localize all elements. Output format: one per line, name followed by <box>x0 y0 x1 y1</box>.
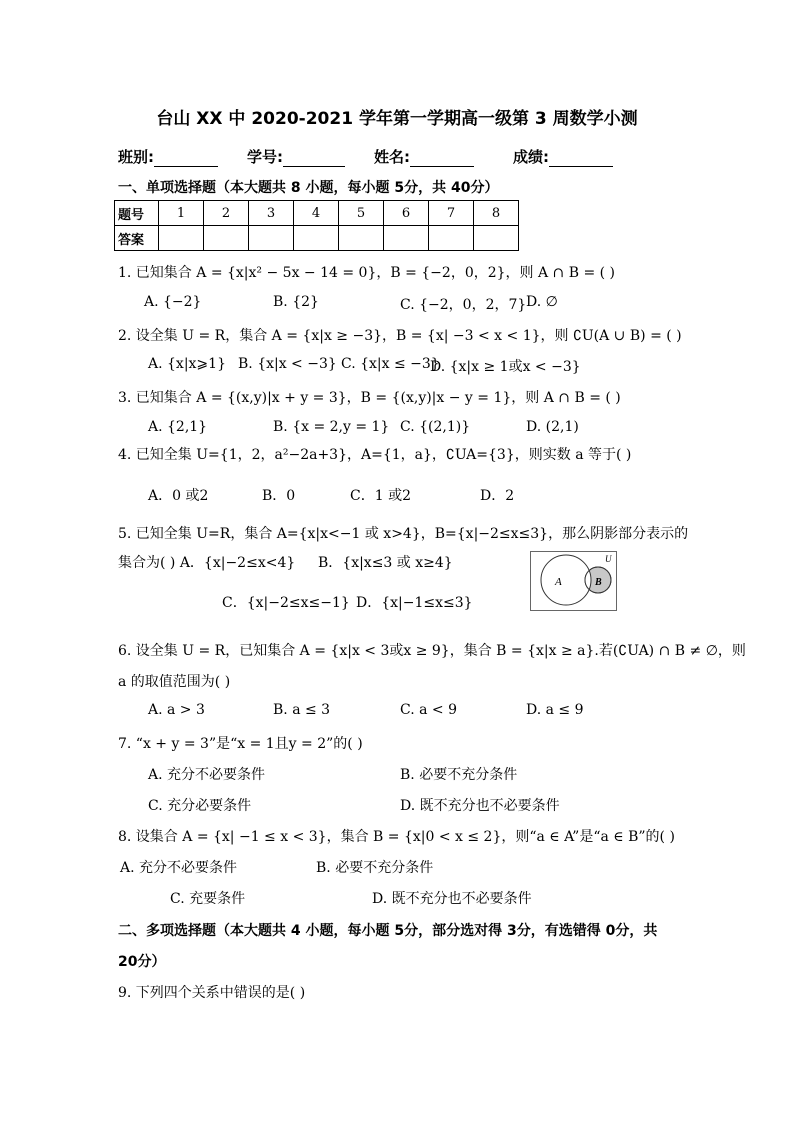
question-2-option-a: A. {x|x⩾1} <box>148 356 226 372</box>
answer-cell[interactable] <box>474 226 519 251</box>
answer-table-cell: 8 <box>474 201 519 226</box>
question-4-option-c: C．1 或2 <box>350 488 411 504</box>
answer-cell[interactable] <box>204 226 249 251</box>
venn-diagram-svg <box>531 552 616 610</box>
answer-table-cell: 4 <box>294 201 339 226</box>
answer-cell[interactable] <box>339 226 384 251</box>
question-8-option-b: B. 必要不充分条件 <box>316 860 434 876</box>
question-8-option-d: D. 既不充分也不必要条件 <box>372 891 532 907</box>
student-id-field <box>247 146 345 167</box>
venn-label-b: B <box>595 577 602 588</box>
question-7-option-a: A. 充分不必要条件 <box>148 767 266 783</box>
question-4-option-a: A．0 或2 <box>148 488 209 504</box>
question-6-option-a: A. a > 3 <box>148 702 205 718</box>
class-field <box>118 146 218 167</box>
answer-table-cell: 3 <box>249 201 294 226</box>
page-title: 台山 XX 中 2020-2021 学年第一学期高一级第 3 周数学小测 <box>156 109 638 129</box>
question-5-option-b: B．{x|x≤3 或 x≥4} <box>318 555 453 571</box>
question-1-option-a: A. {−2} <box>144 294 202 310</box>
question-6-option-b: B. a ≤ 3 <box>273 702 331 718</box>
answer-table-cell: 5 <box>339 201 384 226</box>
answer-table-head-answer: 答案 <box>115 226 159 251</box>
answer-cell[interactable] <box>429 226 474 251</box>
question-2-option-c: C. {x|x ≤ −3} <box>341 356 440 372</box>
name-blank <box>410 150 474 167</box>
answer-cell[interactable] <box>294 226 339 251</box>
question-4-option-d: D．2 <box>480 488 515 504</box>
question-3-option-c: C. {(2,1)} <box>400 419 471 435</box>
question-1-stem: 1. 已知集合 A = {x|x² − 5x − 14 = 0}，B = {−2，0，2}，则 A ∩ B = ( ) <box>118 265 616 281</box>
question-9-stem: 9. 下列四个关系中错误的是( ) <box>118 985 306 1001</box>
question-1-option-c: C. {−2，0，2，7} <box>400 297 527 313</box>
answer-cell[interactable] <box>159 226 204 251</box>
question-6-option-d: D. a ≤ 9 <box>526 702 584 718</box>
score-blank <box>549 150 613 167</box>
venn-diagram <box>530 551 617 611</box>
score-label: 成绩: <box>513 148 549 166</box>
question-3-option-b: B. {x = 2,y = 1} <box>273 419 390 435</box>
question-5-stem-line2: 集合为( ) A．{x|−2≤x<4} <box>118 555 296 571</box>
class-blank <box>154 150 218 167</box>
question-7-stem: 7. “x + y = 3”是“x = 1且y = 2”的( ) <box>118 736 363 752</box>
name-label: 姓名: <box>374 148 410 166</box>
question-3-stem: 3. 已知集合 A = {(x,y)|x + y = 3}，B = {(x,y)|x − y = 1}，则 A ∩ B = ( ) <box>118 390 621 406</box>
class-label: 班别: <box>118 148 154 166</box>
section-heading-multiple-choice-line2: 20分） <box>118 954 166 970</box>
question-5-stem: 5. 已知全集 U=R，集合 A={x|x<−1 或 x>4}，B={x|−2≤x≤3}，那么阴影部分表示的 <box>118 526 689 542</box>
answer-table-head-number: 题号 <box>115 201 159 226</box>
answer-cell[interactable] <box>249 226 294 251</box>
question-5-option-d: D．{x|−1≤x≤3} <box>356 595 473 611</box>
student-id-blank <box>283 150 345 167</box>
question-5-option-c: C．{x|−2≤x≤−1} <box>222 595 350 611</box>
question-4-option-b: B．0 <box>262 488 296 504</box>
question-3-option-d: D. (2,1) <box>526 419 579 435</box>
question-6-stem-line2: a 的取值范围为( ) <box>118 674 231 690</box>
answer-cell[interactable] <box>384 226 429 251</box>
question-2-option-d: D. {x|x ≥ 1或x < −3} <box>430 359 581 375</box>
section-heading-multiple-choice: 二、多项选择题（本大题共 4 小题，每小题 5分，部分选对得 3分，有选错得 0分，共 <box>118 923 658 939</box>
section-heading-single-choice: 一、单项选择题（本大题共 8 小题，每小题 5分，共 40分） <box>118 180 499 196</box>
question-7-option-d: D. 既不充分也不必要条件 <box>400 798 560 814</box>
question-8-option-a: A. 充分不必要条件 <box>120 860 238 876</box>
question-4-stem: 4. 已知全集 U={1，2，a²−2a+3}，A={1，a}，∁UA={3}，则实数 a 等于( ) <box>118 447 632 463</box>
question-6-option-c: C. a < 9 <box>400 702 457 718</box>
question-2-stem: 2. 设全集 U = R，集合 A = {x|x ≥ −3}，B = {x| −3 < x < 1}，则 ∁U(A ∪ B) = ( ) <box>118 328 682 344</box>
answer-table-cell: 2 <box>204 201 249 226</box>
answer-table-cell: 1 <box>159 201 204 226</box>
answer-table-row-answers <box>115 226 519 251</box>
question-1-option-d: D. ∅ <box>526 294 558 310</box>
question-8-option-c: C. 充要条件 <box>170 891 246 907</box>
question-7-option-c: C. 充分必要条件 <box>148 798 252 814</box>
student-id-label: 学号: <box>247 148 283 166</box>
score-field <box>513 146 613 167</box>
answer-table-row-numbers <box>115 201 519 226</box>
question-8-stem: 8. 设集合 A = {x| −1 ≤ x < 3}，集合 B = {x|0 < x ≤ 2}，则“a ∈ A”是“a ∈ B”的( ) <box>118 829 675 845</box>
answer-table-cell: 6 <box>384 201 429 226</box>
question-7-option-b: B. 必要不充分条件 <box>400 767 518 783</box>
name-field <box>374 146 474 167</box>
answer-table <box>114 200 519 251</box>
question-6-stem: 6. 设全集 U = R，已知集合 A = {x|x < 3或x ≥ 9}，集合 B = {x|x ≥ a}.若(∁UA) ∩ B ≠ ∅，则 <box>118 643 746 659</box>
venn-label-a: A <box>555 576 562 588</box>
question-3-option-a: A. {2,1} <box>148 419 208 435</box>
venn-set-a-circle <box>541 555 591 605</box>
answer-table-cell: 7 <box>429 201 474 226</box>
venn-label-u: U <box>605 554 612 564</box>
question-1-option-b: B. {2} <box>273 294 319 310</box>
question-2-option-b: B. {x|x < −3} <box>238 356 337 372</box>
